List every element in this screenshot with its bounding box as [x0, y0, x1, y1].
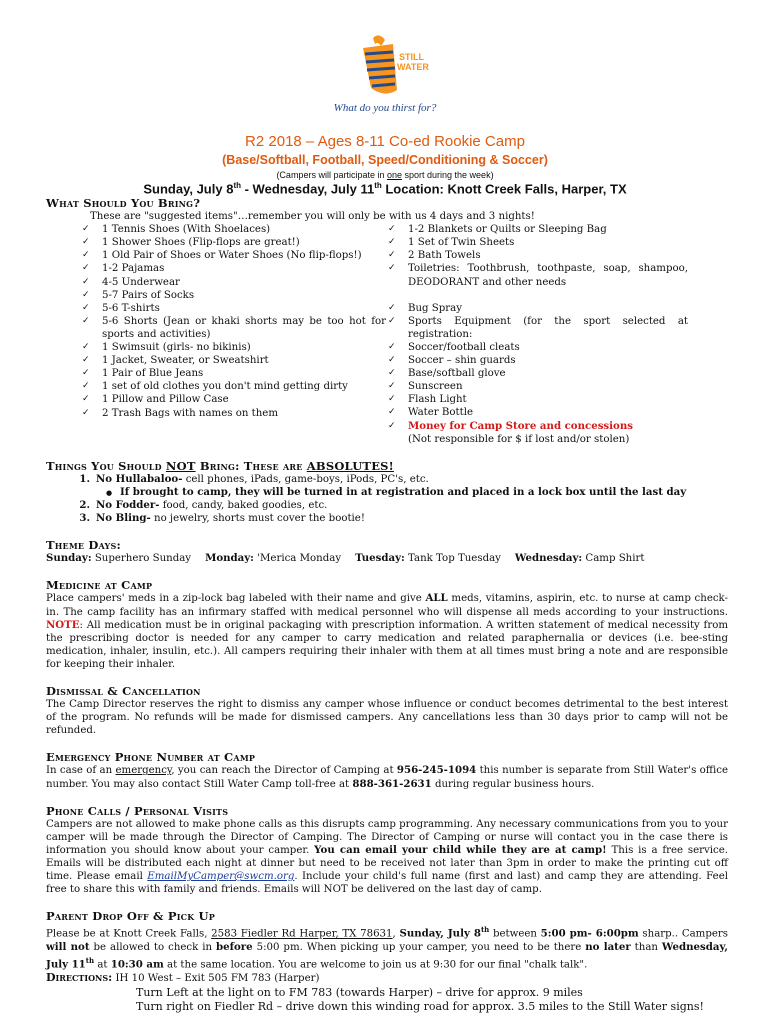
directions-step: Turn Left at the light on to FM 783 (towards Harper) – drive for approx. 9 miles: [136, 985, 583, 999]
theme-day: Sunday: Superhero Sunday: [46, 552, 192, 565]
list-item-text: 5-6 T-shirts: [102, 302, 160, 314]
list-item-text: 1 Pair of Blue Jeans: [102, 368, 204, 380]
camp-title: R2 2018 – Ages 8-11 Co-ed Rookie Camp: [245, 133, 525, 150]
checkmark-icon: ✓: [82, 381, 90, 392]
checkmark-icon: ✓: [82, 302, 90, 313]
email-link[interactable]: EmailMyCamper@swcm.org: [147, 871, 295, 883]
checkmark-icon: ✓: [388, 263, 396, 274]
list-item: [82, 223, 386, 236]
list-item: [82, 407, 386, 420]
dismissal-heading: Dismissal & Cancellation: [46, 684, 201, 698]
list-item: [388, 393, 688, 406]
packing-list: [82, 223, 728, 446]
list-item-text: [408, 289, 688, 302]
checkmark-icon: [388, 433, 408, 446]
checkmark-icon: ✓: [82, 263, 90, 274]
list-item: [388, 354, 688, 367]
checkmark-icon: ✓: [82, 315, 90, 326]
list-item: [388, 302, 688, 315]
list-item-text: 1-2 Pajamas: [102, 263, 165, 275]
checkmark-icon: ✓: [388, 381, 396, 392]
list-item-text: 5-6 Shorts (Jean or khaki shorts may be too hot for sports and activities): [102, 315, 386, 340]
svg-text:WATER: WATER: [397, 62, 429, 72]
checkmark-icon: ✓: [82, 394, 90, 405]
list-item: [82, 262, 386, 275]
checkmark-icon: ✓: [388, 368, 396, 379]
medicine-heading: Medicine at Camp: [46, 578, 153, 593]
directions-step: Turn right on Fiedler Rd – drive down this winding road for approx. 3.5 miles to the Still Water signs!: [136, 999, 704, 1013]
list-item-text: Sunscreen: [408, 381, 463, 393]
list-item: [82, 236, 386, 249]
list-item-text: Water Bottle: [408, 407, 473, 419]
list-item-text: Flash Light: [408, 394, 467, 406]
list-item-text: Soccer/football cleats: [408, 341, 520, 353]
checkmark-icon: ✓: [388, 224, 396, 235]
list-item-text: 2 Bath Towels: [408, 250, 481, 262]
list-item: [388, 223, 688, 236]
theme-heading: Theme Days:: [46, 538, 121, 553]
list-item: [82, 341, 386, 354]
checkmark-icon: ✓: [82, 237, 90, 248]
list-item-text: 1 Old Pair of Shoes or Water Shoes (No flip-flops!): [102, 250, 362, 262]
checkmark-icon: ✓: [82, 355, 90, 366]
calls-text: Campers are not allowed to make phone calls as this disrupts camp programming. Any necessary communications from you to your camper will be made through the Director of Camping. The Director of Camping or nurse will contact you in the case there is information you should know about your camper. You can email your child while they are at camp! This is a free service. Emails will be distributed each night at dinner but need to be received not later than 3pm in order to make the printing cut off time. Please email EmailMyCamper@swcm.org. Include your child's full name (first and last) and camp they are attending. Feel free to share this with family and friends. Emails will NOT be delivered on the last day of camp.: [46, 818, 729, 896]
list-item-text: Money for Camp Store and concessions: [408, 419, 633, 432]
list-item: [388, 406, 688, 419]
list-item-text: Sports Equipment (for the sport selected at registration:: [408, 315, 688, 340]
list-item-text: 1 Set of Twin Sheets: [408, 237, 515, 249]
list-item: [388, 289, 688, 302]
bring-intro: These are "suggested items"…remember you will only be with us 4 days and 3 nights!: [90, 211, 535, 223]
list-item: [82, 393, 386, 406]
checkmark-icon: ✓: [82, 250, 90, 261]
checkmark-icon: ✓: [388, 407, 396, 418]
checkmark-icon: ✓: [82, 368, 90, 379]
dropoff-section: [46, 910, 728, 1013]
list-item-text: 2 Trash Bags with names on them: [102, 407, 278, 419]
list-item: [388, 420, 688, 433]
sport-note: (Campers will participate in one sport during the week): [276, 170, 494, 180]
calls-section: [46, 805, 728, 897]
list-item-text: 4-5 Underwear: [102, 276, 180, 288]
camp-subtitle: (Base/Softball, Football, Speed/Conditioning & Soccer): [222, 153, 548, 167]
list-item-text: Soccer – shin guards: [408, 355, 516, 367]
list-item: [388, 433, 688, 446]
theme-day: Wednesday: Camp Shirt: [514, 552, 645, 565]
list-item: [82, 249, 386, 262]
checkmark-icon: ✓: [82, 342, 90, 353]
list-item: [82, 276, 386, 289]
list-item: [82, 354, 386, 367]
list-item-text: 1-2 Blankets or Quilts or Sleeping Bag: [408, 224, 607, 236]
dismissal-text: The Camp Director reserves the right to dismiss any camper whose influence or conduct becomes detrimental to the best interest of the program. No refunds will be made for dismissed campers. Any cancellations less than 30 days prior to camp will not be refunded.: [46, 699, 728, 737]
packing-list-left: [82, 223, 386, 446]
directions: Directions: IH 10 West – Exit 505 FM 783 (Harper): [46, 971, 320, 985]
checkmark-icon: ✓: [388, 420, 396, 431]
list-item: [82, 315, 386, 341]
not-bring-list: [46, 473, 728, 525]
checkmark-icon: ✓: [388, 355, 396, 366]
list-item: 1. No Hullabaloo- cell phones, iPads, game-boys, iPods, PC's, etc.: [79, 472, 429, 485]
list-item-text: Base/softball glove: [408, 368, 506, 380]
checkmark-icon: ✓: [388, 237, 396, 248]
list-item-text: 1 set of old clothes you don't mind getting dirty: [102, 381, 348, 393]
not-bring-section: [46, 460, 728, 525]
checkmark-icon: ✓: [388, 394, 396, 405]
medicine-text: Place campers' meds in a zip-lock bag labeled with their name and give ALL meds, vitamins, aspirin, etc. to nurse at camp check-in. The camp facility has an infirmary staffed with medical personnel who will dispense all meds according to your instructions. NOTE: All medication must be in original packaging with prescription information. A written statement of medical necessity from the prescribing doctor is needed for any camper to carry medication and related paraphernalia or devices (i.e. bee-sting medication, inhaler, insulin, etc.). All campers requiring their inhaler with them at all times must bring a note and are responsible for keeping their inhaler.: [46, 592, 728, 670]
list-item-text: 1 Pillow and Pillow Case: [102, 394, 229, 406]
checkmark-icon: ✓: [388, 315, 396, 326]
list-item-text: 1 Tennis Shoes (With Shoelaces): [102, 224, 271, 236]
list-item: [82, 380, 386, 393]
tagline: What do you thirst for?: [333, 102, 437, 114]
packing-list-right: [388, 223, 688, 446]
checkmark-icon: ✓: [388, 302, 396, 313]
list-item: 2. No Fodder- food, candy, baked goodies, etc.: [79, 498, 328, 511]
flyer-content: [46, 197, 728, 1014]
checkmark-icon: ✓: [388, 250, 396, 261]
bring-heading: What Should You Bring?: [46, 196, 201, 210]
list-item-text: 1 Shower Shoes (Flip-flops are great!): [102, 237, 300, 249]
list-item: [388, 315, 688, 341]
list-item-text: 5-7 Pairs of Socks: [102, 289, 195, 301]
still-water-logo: [345, 30, 435, 100]
theme-day: Monday: 'Merica Monday: [205, 552, 342, 565]
camp-dates-location: Sunday, July 8th - Wednesday, July 11th Location: Knott Creek Falls, Harper, TX: [143, 181, 627, 197]
svg-text:STILL: STILL: [399, 52, 424, 62]
emergency-section: [46, 751, 728, 790]
checkmark-icon: ✓: [82, 224, 90, 235]
dropoff-text: Please be at Knott Creek Falls, 2583 Fiedler Rd Harper, TX 78631, Sunday, July 8th between 5:00 pm- 6:00pm sharp.. Campers will not be allowed to check in before 5:00 pm. When picking up your camper, you need to be there no later than Wednesday, July 11th at 10:30 am at the same location. You are welcome to join us at 9:30 for our final "chalk talk".: [46, 925, 728, 971]
checkmark-icon: [388, 289, 408, 302]
list-item: [388, 341, 688, 354]
list-item: 3. No Bling- no jewelry, shorts must cover the bootie!: [79, 512, 365, 525]
emergency-text: In case of an emergency, you can reach the Director of Camping at 956-245-1094 this number is separate from Still Water's office number. You may also contact Still Water Camp toll-free at 888-361-2631 during regular business hours.: [46, 764, 729, 790]
theme-section: [46, 539, 728, 565]
checkmark-icon: ✓: [388, 341, 396, 352]
theme-days: [46, 552, 728, 565]
list-item: [388, 380, 688, 393]
dropoff-heading: Parent Drop Off & Pick Up: [46, 909, 216, 924]
list-item: [388, 262, 688, 288]
list-item-text: 1 Swimsuit (girls- no bikinis): [102, 342, 251, 354]
list-item-text: Toiletries: Toothbrush, toothpaste, soap, shampoo, DEODORANT and other needs: [408, 263, 688, 288]
checkmark-icon: ✓: [82, 276, 90, 287]
calls-heading: Phone Calls / Personal Visits: [46, 803, 229, 818]
emergency-heading: Emergency Phone Number at Camp: [46, 750, 256, 765]
list-item-text: 1 Jacket, Sweater, or Sweatshirt: [102, 355, 269, 367]
not-bring-heading: Things You Should NOT Bring: These are ABSOLUTES!: [46, 458, 394, 473]
theme-day: Tuesday: Tank Top Tuesday: [355, 552, 501, 565]
checkmark-icon: ✓: [82, 289, 90, 300]
list-item: [388, 367, 688, 380]
list-item: [82, 302, 386, 315]
list-item: [388, 236, 688, 249]
dismissal-section: [46, 685, 728, 737]
list-item: [388, 249, 688, 262]
list-item-text: (Not responsible for $ if lost and/or stolen): [408, 433, 630, 445]
list-item: [82, 289, 386, 302]
medicine-section: [46, 579, 728, 671]
list-item: [82, 367, 386, 380]
checkmark-icon: ✓: [82, 407, 90, 418]
list-item-text: Bug Spray: [408, 302, 463, 314]
list-item: ● If brought to camp, they will be turned in at registration and placed in a lock box until the last day: [106, 485, 687, 498]
